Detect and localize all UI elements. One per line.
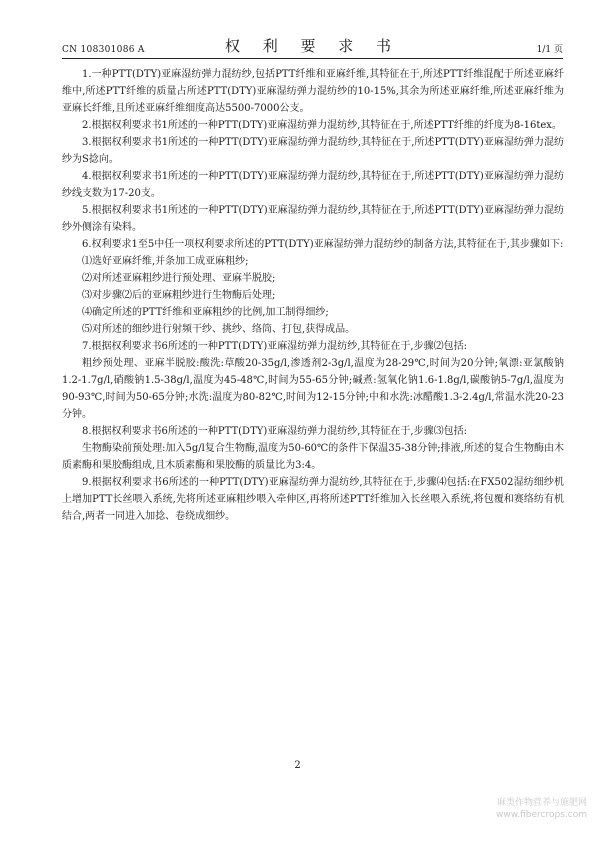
page-title: 权 利 要 求 书	[224, 37, 401, 55]
claim-6-step-1: ⑴选好亚麻纤维,并条加工成亚麻粗纱;	[82, 256, 249, 267]
claim-6-step-5: ⑸对所述的细纱进行射频干纱、挑纱、络筒、打包,获得成品。	[82, 324, 356, 335]
claim-9: 9.根据权利要求书6所述的一种PTT(DTY)亚麻湿纺弹力混纺纱,其特征在于,步骤⑷包括:在FX502湿纺细纱机上增加PTT长丝喂入系统,先将所述亚麻粗纱喂入牵伸区,再将所述PTT纤维加入长丝喂入系统,将包覆和赛络纺有机结合,两者一同进入加捻、卷绕成细纱。	[62, 477, 564, 522]
claim-6-step-3: ⑶对步骤⑵后的亚麻粗纱进行生物酶后处理;	[82, 290, 276, 301]
page-number: 2	[294, 760, 301, 771]
claim-2: 2.根据权利要求书1所述的一种PTT(DTY)亚麻湿纺弹力混纺纱,其特征在于,所述PTT纤维的纤度为8-16tex。	[82, 120, 562, 131]
watermark-site-name: 麻类作物营养与施肥网	[496, 798, 587, 808]
claim-8-detail: 生物酶染前预处理:加入5g/l复合生物酶,温度为50-60℃的条件下保温35-38分钟;排液,所述的复合生物酶由木质素酶和果胶酶组成,且木质素酶和果胶酶的质量比为3:4。	[62, 443, 564, 471]
claim-4: 4.根据权利要求书1所述的一种PTT(DTY)亚麻湿纺弹力混纺纱,其特征在于,所述PTT(DTY)亚麻湿纺弹力混纺纱线支数为17-20支。	[62, 171, 564, 199]
page-info: 1/1 页	[536, 45, 563, 55]
watermark	[437, 797, 587, 821]
claim-3: 3.根据权利要求书1所述的一种PTT(DTY)亚麻湿纺弹力混纺纱,其特征在于,所述PTT(DTY)亚麻湿纺弹力混纺纱为S捻向。	[62, 137, 564, 165]
claim-8: 8.根据权利要求书6所述的一种PTT(DTY)亚麻湿纺弹力混纺纱,其特征在于,步骤⑶包括:	[82, 426, 467, 437]
claim-7-detail: 粗纱预处理、亚麻半脱胶:酸洗:草酸20-35g/l,渗透剂2-3g/l,温度为28-29℃,时间为20分钟;氧漂:亚氯酸钠1.2-1.7g/l,硝酸钠1.5-38g/l,温度为45-48℃,时间为55-65分钟;碱煮:氢氧化钠1.6-1.8g/l,碳酸钠5-7g/l,温度为90-93℃,时间为50-65分钟;水洗:温度为80-82℃,时间为12-15分钟;中和水洗:冰醋酸1.3-2.4g/l,常温水洗20-23分钟。	[62, 358, 564, 420]
claim-5: 5.根据权利要求书1所述的一种PTT(DTY)亚麻湿纺弹力混纺纱,其特征在于,所述PTT(DTY)亚麻湿纺弹力混纺纱外侧涂有染料。	[62, 205, 564, 233]
claim-6: 6.权利要求1至5中任一项权利要求所述的PTT(DTY)亚麻湿纺弹力混纺纱的制备方法,其特征在于,其步骤如下:	[82, 239, 564, 250]
claim-6-step-2: ⑵对所述亚麻粗纱进行预处理、亚麻半脱胶;	[82, 273, 276, 284]
watermark-url: www.fibercrops.com	[496, 810, 587, 820]
claims-body	[62, 66, 564, 525]
document-number: CN 108301086 A	[62, 45, 145, 55]
claim-7: 7.根据权利要求书6所述的一种PTT(DTY)亚麻湿纺弹力混纺纱,其特征在于,步骤⑵包括:	[82, 341, 467, 352]
claim-6-step-4: ⑷确定所述的PTT纤维和亚麻粗纱的比例,加工制得细纱;	[82, 307, 329, 318]
claim-1: 1.一种PTT(DTY)亚麻湿纺弹力混纺纱,包括PTT纤维和亚麻纤维,其特征在于,所述PTT纤维混配于所述亚麻纤维中,所述PTT纤维的质量占所述PTT(DTY)亚麻湿纺弹力混纺纱的10-15%,其余为所述亚麻纤维,所述亚麻纤维为亚麻长纤维,且所述亚麻纤维细度高达5500-7000公支。	[62, 69, 564, 114]
page-header	[62, 36, 563, 59]
